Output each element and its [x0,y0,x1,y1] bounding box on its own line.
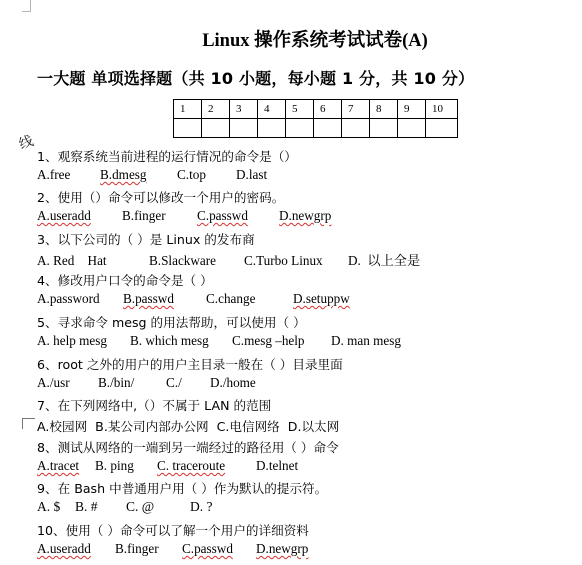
question-stem: 2、使用（）命令可以修改一个用户的密码。 [37,190,285,205]
option-a: A. Red Hat [37,253,107,268]
question-options [37,208,331,224]
question-options [37,250,420,269]
question-options [37,291,350,307]
grid-header-cell: 1 [174,100,202,119]
answer-cell[interactable] [174,119,202,138]
margin-bracket-mark [22,418,35,429]
option-a: A.tracet [37,458,80,473]
option-a: A.useradd [37,541,91,556]
answer-grid [173,99,458,138]
question-stem: 1、观察系统当前进程的运行情况的命令是（） [37,149,297,164]
question-stem: 10、使用（ ）命令可以了解一个用户的详细资料 [37,523,309,538]
option-d: D./home [210,375,256,390]
question-stem-text: 5、寻求命令 mesg 的用法帮助，可以使用（ ） [37,315,306,330]
question-options [37,458,298,474]
option-a: A.free [37,167,71,182]
answer-grid-answer-row [174,119,458,138]
question-stem: 8、测试从网络的一端到另一端经过的路径用（ ）命令 [37,440,339,455]
answer-cell[interactable] [258,119,286,138]
question-stem: 6、root 之外的用户的用户主目录一般在（ ）目录里面 [37,357,343,372]
option-b: B.dmesg [100,167,147,182]
question-stem: 4、修改用户口令的命令是（ ） [37,273,213,288]
option-c: C.mesg –help [232,333,305,348]
answer-cell[interactable] [342,119,370,138]
grid-header-cell: 7 [342,100,370,119]
option-b: B.finger [115,541,159,556]
question-options [37,541,308,557]
binding-line-mark: 线 [17,133,36,153]
option-c: C.top [177,167,206,182]
grid-header-cell: 10 [426,100,458,119]
option-b: B.Slackware [149,253,217,268]
option-c: C.Turbo Linux [244,253,323,268]
question-stem [37,312,306,331]
option-c: C.passwd [182,541,233,556]
answer-cell[interactable] [398,119,426,138]
option-d: D.telnet [256,458,299,473]
answer-cell[interactable] [314,119,342,138]
question-options [37,416,339,435]
option-d: D. man mesg [331,333,401,348]
question-stem: 3、以下公司的（ ）是 Linux 的发布商 [37,232,255,247]
doc-title: Linux 操作系统考试试卷(A) [202,31,428,51]
question-options [37,333,401,349]
option-d: D.newgrp [279,208,332,223]
option-a: A./usr [37,375,70,390]
grid-header-cell: 6 [314,100,342,119]
option-b: B. ping [95,458,134,473]
option-c: C. @ [126,499,155,514]
grid-header-cell: 3 [230,100,258,119]
grid-header-cell: 4 [258,100,286,119]
option-b: B.passwd [123,291,174,306]
option-b: B./bin/ [98,375,135,390]
option-line: A.校园网 B.某公司内部办公网 C.电信网络 D.以太网 [37,419,340,434]
answer-cell[interactable] [286,119,314,138]
option-b: B.finger [122,208,166,223]
question-stem: 9、在 Bash 中普通用户用（ ）作为默认的提示符。 [37,481,328,496]
question-options [37,167,267,183]
option-c: C. traceroute [157,458,226,473]
answer-cell[interactable] [370,119,398,138]
option-a: A.useradd [37,208,91,223]
grid-header-cell: 8 [370,100,398,119]
question-options [37,375,256,391]
answer-cell[interactable] [230,119,258,138]
grid-header-cell: 5 [286,100,314,119]
answer-cell[interactable] [202,119,230,138]
option-a: A. $ [37,499,61,514]
question-stem: 7、在下列网络中,（）不属于 LAN 的范围 [37,398,272,413]
option-c: C./ [166,375,182,390]
option-b: B. # [75,499,98,514]
answer-cell[interactable] [426,119,458,138]
option-d: D. ? [190,499,213,514]
option-b: B. which mesg [130,333,209,348]
grid-header-cell: 2 [202,100,230,119]
option-a: A. help mesg [37,333,107,348]
grid-header-cell: 9 [398,100,426,119]
section-heading: 一大题 单项选择题（共 10 小题，每小题 1 分，共 10 分） [37,69,475,88]
option-d: D.newgrp [256,541,309,556]
answer-grid-header-row [174,100,458,119]
option-d: D.setuppw [293,291,350,306]
option-a: A.password [37,291,100,306]
option-d: D.last [236,167,268,182]
question-options [37,499,213,515]
option-c: C.change [206,291,256,306]
option-d: D. 以上全是 [348,253,421,268]
option-c: C.passwd [197,208,248,223]
margin-guide-tick [22,11,31,12]
